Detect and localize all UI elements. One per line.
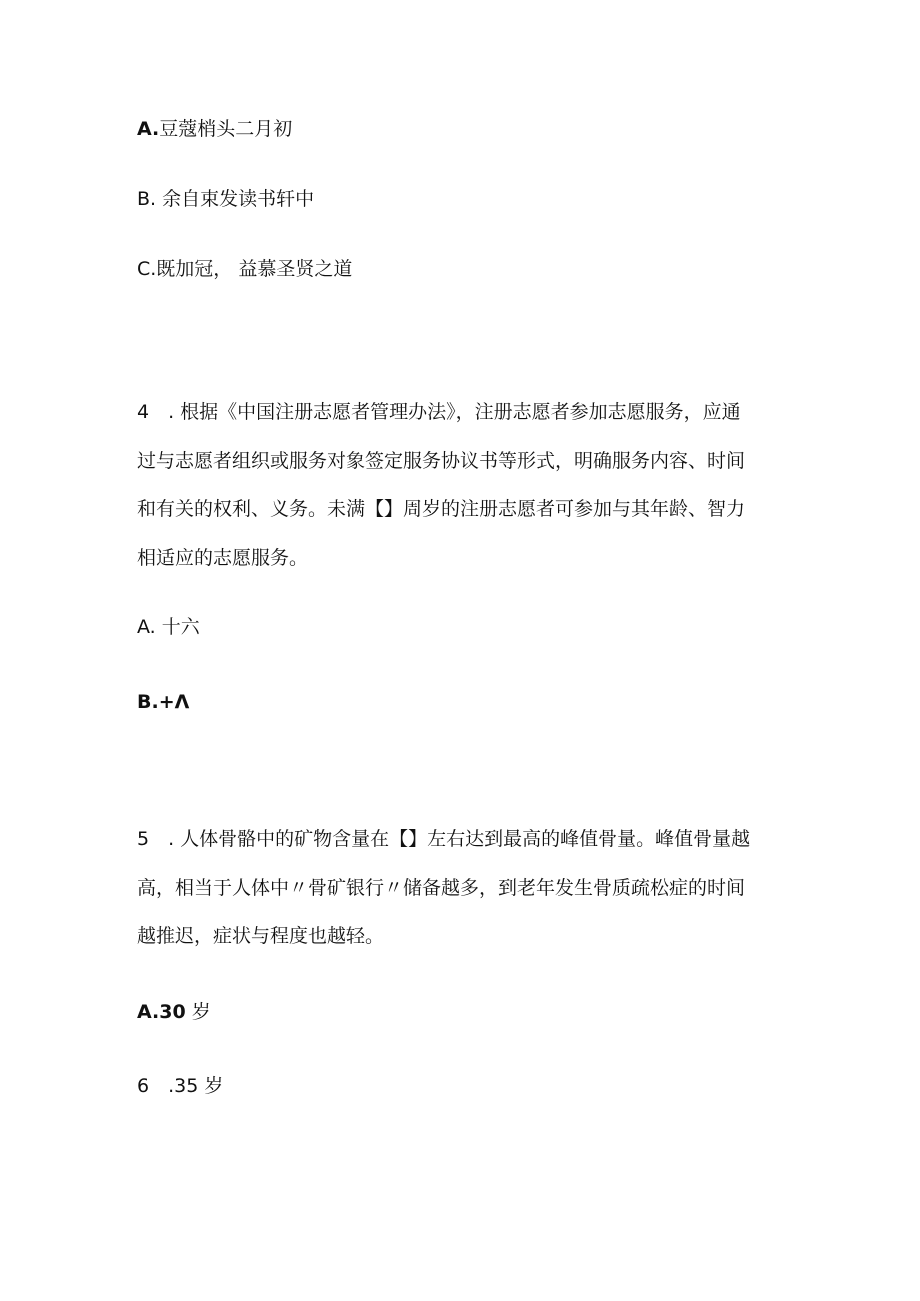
q3-option-a-label: A. bbox=[137, 118, 160, 140]
q3-option-a-text: 豆蔻梢头二月初 bbox=[159, 118, 293, 140]
q5-option-next: 6 .35 岁 bbox=[137, 1075, 224, 1097]
q3-option-a bbox=[137, 117, 292, 141]
q3-option-b: B. 余自束发读书轩中 bbox=[137, 188, 315, 210]
q4-option-b: B.+Λ bbox=[137, 691, 190, 713]
q5-option-a-label: A.30 bbox=[137, 1001, 186, 1023]
q5-stem-line: 高，相当于人体中〃骨矿银行〃储备越多，到老年发生骨质疏松症的时间 bbox=[137, 876, 746, 899]
q5-option-a-unit: 岁 bbox=[185, 1001, 211, 1023]
q4-stem bbox=[137, 400, 787, 595]
q3-option-c: C.既加冠， 益慕圣贤之道 bbox=[137, 258, 353, 280]
q4-stem-line: 相适应的志愿服务。 bbox=[137, 547, 309, 570]
q4-stem-line: 和有关的权利、义务。未满【】周岁的注册志愿者可参加与其年龄、智力 bbox=[137, 498, 746, 521]
q5-option-a bbox=[137, 1000, 211, 1024]
q4-option-a: A. 十六 bbox=[137, 616, 200, 638]
q5-stem-line: 越推迟，症状与程度也越轻。 bbox=[137, 925, 385, 948]
q5-stem-line: 5 . 人体骨骼中的矿物含量在【】左右达到最高的峰值骨量。峰值骨量越 bbox=[137, 828, 751, 850]
q4-stem-line: 过与志愿者组织或服务对象签定服务协议书等形式，明确服务内容、时间 bbox=[137, 449, 746, 472]
q5-stem bbox=[137, 827, 787, 973]
q4-stem-line: 4 . 根据《中国注册志愿者管理办法》，注册志愿者参加志愿服务，应通 bbox=[137, 401, 741, 423]
